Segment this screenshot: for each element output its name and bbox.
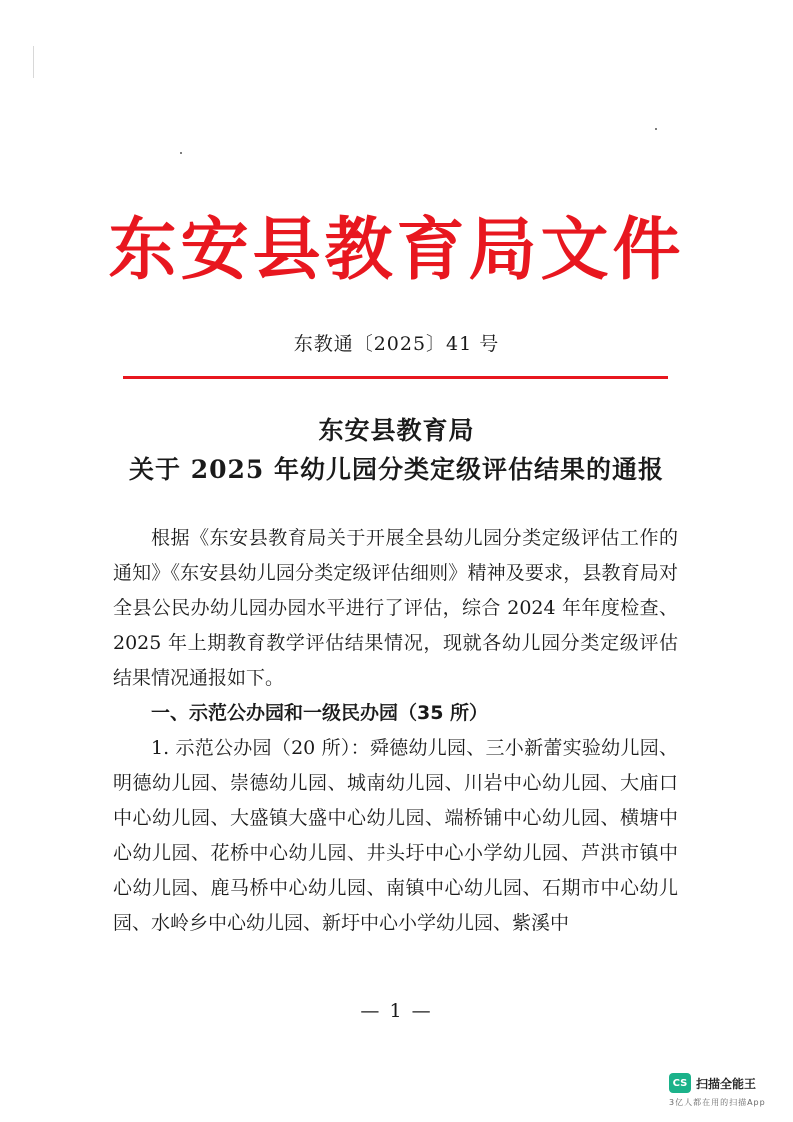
red-divider-line [123, 376, 668, 379]
scan-speck [655, 128, 657, 130]
notice-title-line1: 东安县教育局 [318, 416, 475, 445]
notice-title-line2: 关于 2025 年幼儿园分类定级评估结果的通报 [129, 455, 664, 484]
camscanner-logo-icon: CS [669, 1073, 691, 1093]
document-body [113, 521, 678, 941]
scan-edge-mark [33, 46, 34, 78]
watermark-app-name: 扫描全能王 [696, 1076, 757, 1091]
document-number: 东教通〔2025〕41 号 [293, 333, 500, 355]
list-paragraph: 1. 示范公办园（20 所）：舜德幼儿园、三小新蕾实验幼儿园、明德幼儿园、崇德幼儿园、城南幼儿园、川岩中心幼儿园、大庙口中心幼儿园、大盛镇大盛中心幼儿园、端桥铺中心幼儿园、横塘中心幼儿园、花桥中心幼儿园、井头圩中心小学幼儿园、芦洪市镇中心幼儿园、鹿马桥中心幼儿园、南镇中心幼儿园、石期市中心幼儿园、水岭乡中心幼儿园、新圩中心小学幼儿园、紫溪中 [113, 737, 678, 934]
page-number: — 1 — [360, 1000, 433, 1022]
document-header-title: 东安县教育局文件 [108, 210, 685, 290]
intro-paragraph: 根据《东安县教育局关于开展全县幼儿园分类定级评估工作的通知》《东安县幼儿园分类定级评估细则》精神及要求，县教育局对全县公民办幼儿园办园水平进行了评估，综合 2024 年年度检查、2025 年上期教育教学评估结果情况，现就各幼儿园分类定级评估结果情况通报如下。 [113, 527, 678, 689]
scan-speck [180, 152, 182, 154]
scanner-watermark [669, 1073, 781, 1108]
section-heading: 一、示范公办园和一级民办园（35 所） [151, 702, 489, 724]
watermark-slogan: 3亿人都在用的扫描App [669, 1098, 766, 1107]
